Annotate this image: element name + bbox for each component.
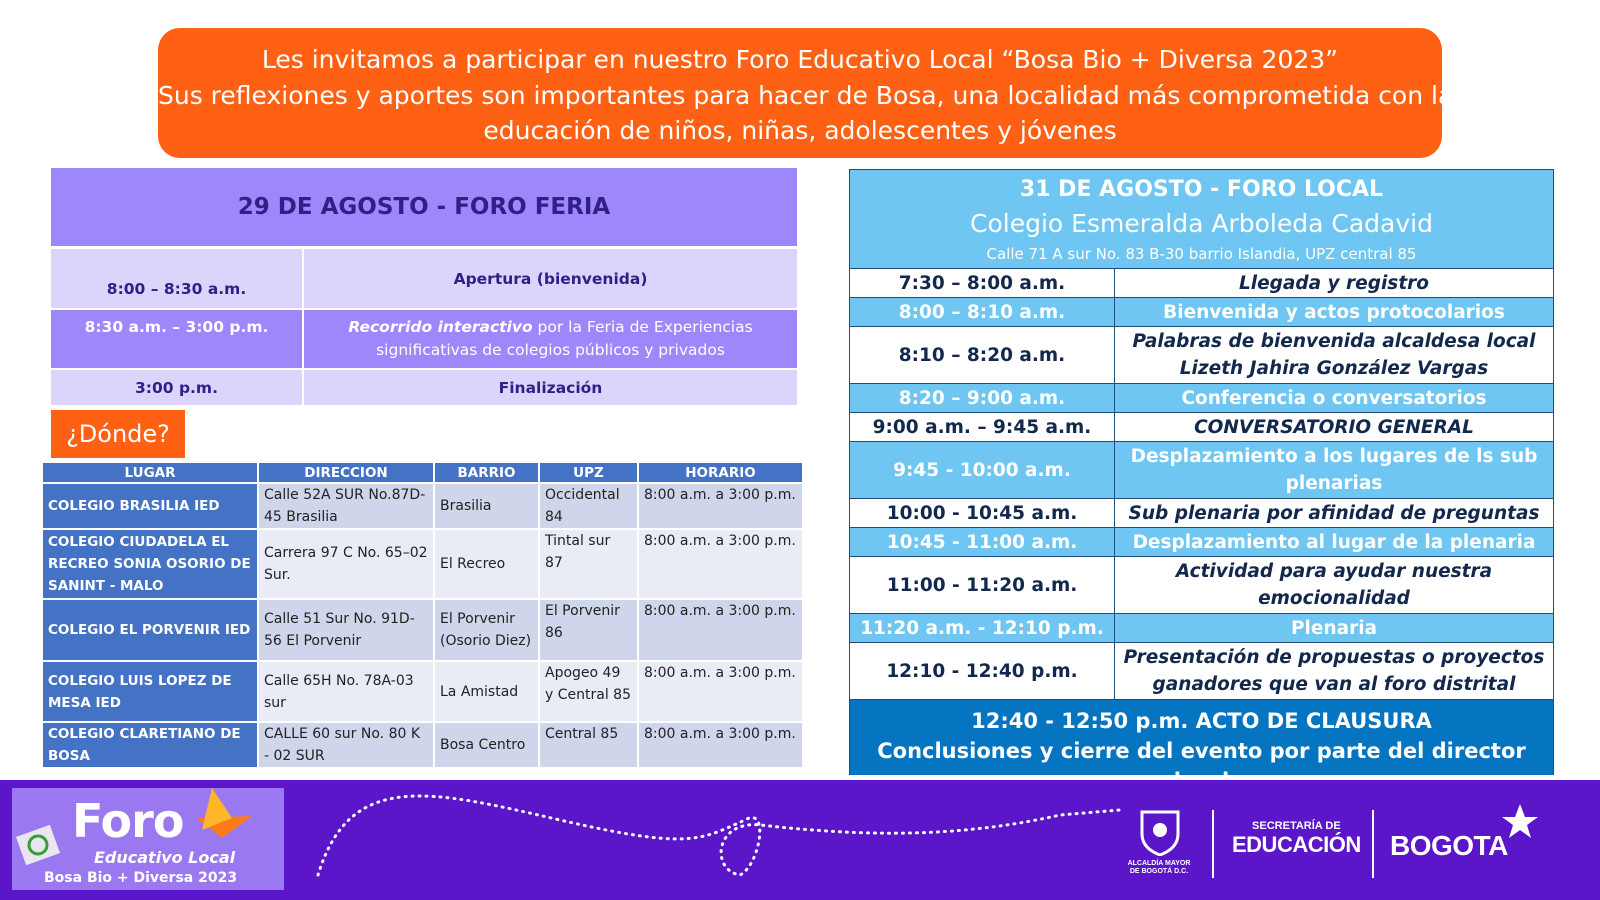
banner-line-3: educación de niños, niñas, adolescentes y jóvenes xyxy=(483,116,1117,145)
place-name: COLEGIO LUIS LOPEZ DE MESA IED xyxy=(42,661,258,722)
alcaldia-label: ALCALDÍA MAYOR DE BOGOTÁ D.C. xyxy=(1127,860,1191,875)
schedule-activity: CONVERSATORIO GENERAL xyxy=(1194,416,1474,438)
place-barrio: El Porvenir (Osorio Diez) xyxy=(434,599,539,661)
schedule-activity: Presentación de propuestas o proyectos ganadores que van al foro distrital xyxy=(1123,647,1545,695)
table-row xyxy=(42,722,803,768)
schedule-time: 10:45 - 11:00 a.m. xyxy=(850,528,1115,556)
place-horario: 8:00 a.m. a 3:00 p.m. xyxy=(638,529,803,599)
place-name: COLEGIO CLARETIANO DE BOSA xyxy=(42,722,258,768)
feria-activity-emphasis: Recorrido interactivo xyxy=(348,318,533,336)
place-name: COLEGIO BRASILIA IED xyxy=(42,483,258,529)
bogota-logo-text: BOGOTA xyxy=(1390,830,1508,861)
logo-divider xyxy=(1372,810,1374,878)
schedule-time: 11:20 a.m. - 12:10 p.m. xyxy=(850,614,1115,642)
closing-subtitle: Conclusiones y cierre del evento por parte del director xyxy=(877,739,1526,763)
foro-local-header xyxy=(850,170,1553,268)
schedule-activity: Conferencia o conversatorios xyxy=(1181,387,1487,409)
bogota-shield-icon xyxy=(1138,808,1182,856)
feria-activity: Finalización xyxy=(498,378,603,397)
banner-line-1: Les invitamos a participar en nuestro Foro Educativo Local “Bosa Bio + Diversa 2023” xyxy=(261,45,1339,74)
feria-time: 8:30 a.m. – 3:00 p.m. xyxy=(51,310,304,368)
place-barrio: Brasilia xyxy=(434,483,539,529)
place-name: COLEGIO CIUDADELA EL RECREO SONIA OSORIO DE SANINT - MALO xyxy=(42,529,258,599)
place-upz: El Porvenir 86 xyxy=(539,599,638,661)
schedule-activity: Sub plenaria por afinidad de preguntas xyxy=(1128,502,1540,524)
schedule-time: 8:00 – 8:10 a.m. xyxy=(850,298,1115,326)
feria-row xyxy=(51,310,797,368)
place-address: CALLE 60 sur No. 80 K - 02 SUR xyxy=(258,722,434,768)
schedule-row xyxy=(850,613,1553,642)
place-upz: Apogeo 49 y Central 85 xyxy=(539,661,638,722)
table-row xyxy=(42,661,803,722)
place-upz: Occidental 84 xyxy=(539,483,638,529)
secretaria-logo xyxy=(1232,820,1361,858)
place-address: Calle 65H No. 78A-03 sur xyxy=(258,661,434,722)
logo-educativo-text: Educativo Local xyxy=(94,848,236,867)
schedule-time: 12:10 - 12:40 p.m. xyxy=(850,643,1115,699)
place-address: Calle 51 Sur No. 91D-56 El Porvenir xyxy=(258,599,434,661)
schedule-row xyxy=(850,556,1553,613)
schedule-activity: Palabras de bienvenida alcaldesa local Lizeth Jahira González Vargas xyxy=(1132,331,1536,379)
column-header: DIRECCION xyxy=(258,462,434,483)
feria-row xyxy=(51,249,797,308)
place-address: Calle 52A SUR No.87D-45 Brasilia xyxy=(258,483,434,529)
feria-row xyxy=(51,370,797,405)
table-row xyxy=(42,599,803,661)
schedule-time: 8:20 – 9:00 a.m. xyxy=(850,384,1115,412)
foro-logo xyxy=(12,788,284,890)
logo-divider xyxy=(1212,810,1214,878)
schedule-activity: Bienvenida y actos protocolarios xyxy=(1163,301,1505,323)
schedule-row xyxy=(850,498,1553,527)
table-row xyxy=(42,483,803,529)
schedule-time: 9:00 a.m. – 9:45 a.m. xyxy=(850,413,1115,441)
place-address: Carrera 97 C No. 65–02 Sur. xyxy=(258,529,434,599)
column-header: LUGAR xyxy=(42,462,258,483)
schedule-row xyxy=(850,383,1553,412)
table-row xyxy=(42,529,803,599)
place-horario: 8:00 a.m. a 3:00 p.m. xyxy=(638,483,803,529)
secretaria-label: SECRETARÍA DE xyxy=(1252,820,1341,832)
schedule-activity: Llegada y registro xyxy=(1238,272,1429,294)
feria-title: 29 DE AGOSTO - FORO FERIA xyxy=(51,168,797,246)
place-barrio: El Recreo xyxy=(434,529,539,599)
schedule-activity: Plenaria xyxy=(1290,617,1378,639)
feria-time: 8:00 – 8:30 a.m. xyxy=(51,249,304,308)
place-horario: 8:00 a.m. a 3:00 p.m. xyxy=(638,661,803,722)
schedule-activity: Actividad para ayudar nuestra emocionalidad xyxy=(1175,561,1493,609)
closing-title: 12:40 - 12:50 p.m. ACTO DE CLAUSURA xyxy=(971,709,1432,733)
column-header: BARRIO xyxy=(434,462,539,483)
invitation-banner xyxy=(158,28,1454,158)
schedule-time: 8:10 – 8:20 a.m. xyxy=(850,327,1115,383)
donde-label: ¿Dónde? xyxy=(51,410,185,458)
schedule-row xyxy=(850,297,1553,326)
table-header-row xyxy=(42,462,803,483)
banner-line-2: Sus reflexiones y aportes son importantes para hacer de Bosa, una localidad más comprometida con la xyxy=(158,80,1454,110)
schedule-row xyxy=(850,527,1553,556)
schedule-time: 11:00 - 11:20 a.m. xyxy=(850,557,1115,613)
schedule-activity: Desplazamiento a los lugares de ls sub plenarias xyxy=(1130,446,1538,494)
closing-block xyxy=(850,699,1553,775)
places-table xyxy=(41,461,804,769)
star-icon xyxy=(1500,802,1540,842)
place-upz: Central 85 xyxy=(539,722,638,768)
place-upz: Tintal sur 87 xyxy=(539,529,638,599)
place-horario: 8:00 a.m. a 3:00 p.m. xyxy=(638,722,803,768)
place-name: COLEGIO EL PORVENIR IED xyxy=(42,599,258,661)
feria-activity-text: por la Feria de Experiencias significativas de colegios públicos y privados xyxy=(376,318,753,359)
schedule-time: 9:45 - 10:00 a.m. xyxy=(850,442,1115,498)
feria-activity xyxy=(304,310,797,368)
schedule-time: 7:30 – 8:00 a.m. xyxy=(850,269,1115,297)
place-barrio: La Amistad xyxy=(434,661,539,722)
schedule-row xyxy=(850,412,1553,441)
feria-time: 3:00 p.m. xyxy=(51,370,304,405)
educacion-label: EDUCACIÓN xyxy=(1232,832,1361,857)
feria-activity: Apertura (bienvenida) xyxy=(453,269,648,288)
foro-local-venue: Colegio Esmeralda Arboleda Cadavid xyxy=(970,209,1433,238)
foro-local-address: Calle 71 A sur No. 83 B-30 barrio Islandia, UPZ central 85 xyxy=(986,245,1417,263)
foro-local-schedule xyxy=(849,169,1554,775)
foro-local-title: 31 DE AGOSTO - FORO LOCAL xyxy=(1019,177,1384,202)
schedule-activity: Desplazamiento al lugar de la plenaria xyxy=(1132,531,1536,553)
schedule-time: 10:00 - 10:45 a.m. xyxy=(850,499,1115,527)
logo-foro-text: Foro xyxy=(72,794,184,848)
logo-bosa-text: Bosa Bio + Diversa 2023 xyxy=(44,870,238,886)
column-header: UPZ xyxy=(539,462,638,483)
schedule-row xyxy=(850,642,1553,699)
place-horario: 8:00 a.m. a 3:00 p.m. xyxy=(638,599,803,661)
schedule-row xyxy=(850,326,1553,383)
schedule-row xyxy=(850,268,1553,297)
column-header: HORARIO xyxy=(638,462,803,483)
place-barrio: Bosa Centro xyxy=(434,722,539,768)
schedule-row xyxy=(850,441,1553,498)
